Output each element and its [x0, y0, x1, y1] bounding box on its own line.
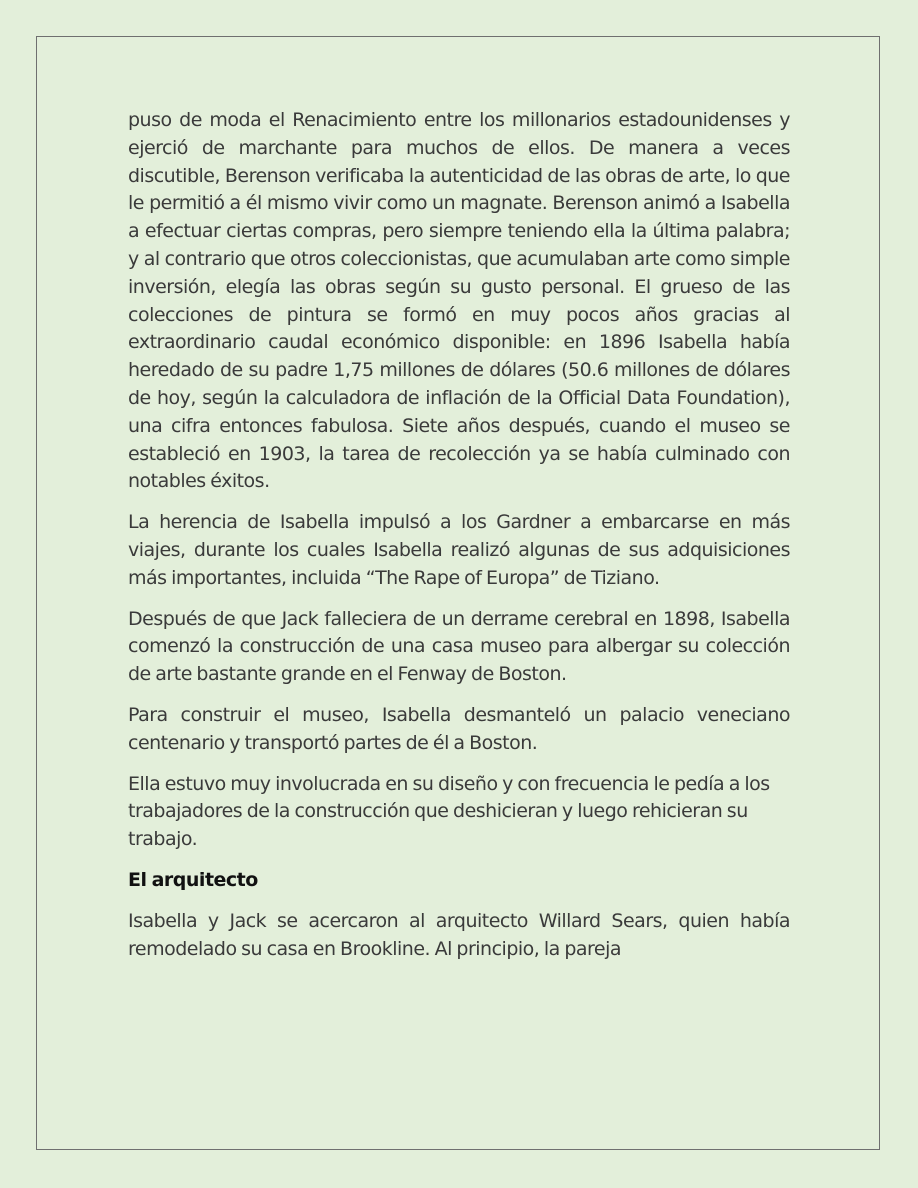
paragraph-arquitecto: Isabella y Jack se acercaron al arquitecto Willard Sears, quien había remodelado su casa en Brookline. Al principio, la pareja — [128, 909, 790, 960]
paragraph-berenson: puso de moda el Renacimiento entre los millonarios estadounidenses y ejerció de marchante para muchos de ellos. De manera a veces discutible, Berenson verificaba la autenticidad de las obras de arte, lo que le permitió a él mismo vivir como un magnate. Berenson animó a Isabella a efectuar ciertas compras, pero siempre teniendo ella la última palabra; y al contrario que otros coleccionistas, que acumulaban arte como simple inversión, elegía las obras según su gusto personal. El grueso de las colecciones de pintura se formó en muy pocos años gracias al extraordinario caudal económico disponible: en 1896 Isabella había heredado de su padre 1,75 millones de dólares (50.6 millones de dólares de hoy, según la calculadora de inflación de la Official Data Foundation), una cifra entonces fabulosa. Siete años después, cuando el museo se estableció en 1903, la tarea de recolección ya se había culminado con notables éxitos. — [128, 109, 790, 493]
document-body — [128, 107, 790, 976]
paragraph-herencia: La herencia de Isabella impulsó a los Gardner a embarcarse en más viajes, durante los cuales Isabella realizó algunas de sus adquisiciones más importantes, incluida “The Rape of Europa” de Tiziano. — [128, 511, 790, 589]
section-heading: El arquitecto — [128, 868, 258, 891]
paragraph-palacio: Para construir el museo, Isabella desmanteló un palacio veneciano centenario y transportó partes de él a Boston. — [128, 703, 790, 754]
paragraph-jack-death: Después de que Jack falleciera de un derrame cerebral en 1898, Isabella comenzó la construcción de una casa museo para albergar su colección de arte bastante grande en el Fenway de Boston. — [128, 607, 790, 686]
paragraph-diseno: Ella estuvo muy involucrada en su diseño y con frecuencia le pedía a los trabajadores de la construcción que deshicieran y luego rehicieran su trabajo. — [128, 772, 770, 851]
